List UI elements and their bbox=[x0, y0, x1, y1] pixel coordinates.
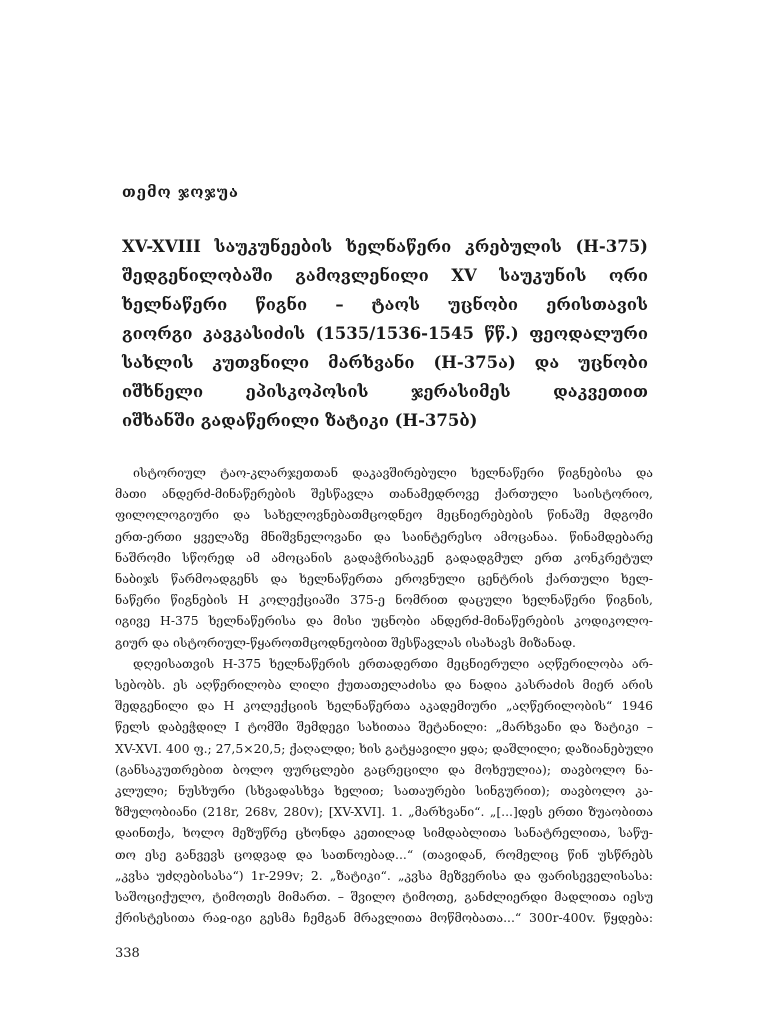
body-line: (განსაკუთრებით ბოლო ფურცლები გაცრეცილი და მოხეულია); თავბოლო ნა- bbox=[115, 761, 653, 777]
title-line: სახლის კუთვნილი მარხვანი (H-375ა) და უცნობი bbox=[122, 353, 648, 372]
body-line: წელს დაბეჭდილ I ტომში შემდეგი სახითაა შეტანილი: „მარხვანი და ზატიკი – bbox=[115, 719, 653, 735]
body-line: გიურ და ისტორიულ-წყაროთმცოდნეობით შესწავლას ისახავს მიზანად. bbox=[115, 634, 576, 650]
title-line: XV-XVIII საუკუნეების ხელნაწერი კრებულის (H-375) bbox=[122, 237, 648, 256]
body-line: იგივე H-375 ხელნაწერისა და მისი უცნობი ანდერძ-მინაწერების კოდიკოლო- bbox=[115, 613, 653, 629]
body-line: ნაშრომი სწორედ ამ ამოცანის გადაჭრისაკენ გადადგმულ ერთ კონკრეტულ bbox=[115, 549, 653, 565]
body-line: ზმულობიანი (218r, 268v, 280v); [XV-XVI]. 1. „მარხვანი“. „[...]დეს ერთი ზუაობითა bbox=[115, 804, 653, 820]
title-line: იშხანში გადაწერილი ზატიკი (H-375ბ) bbox=[122, 411, 478, 430]
body-line: ნაწერი წიგნების H კოლექციაში 375-ე ნომრით დაცული ხელნაწერი წიგნის, bbox=[115, 592, 653, 608]
body-line: სებობს. ეს აღწერილობა ლილი ქუთათელაძისა და ნადია კასრაძის მიერ არის bbox=[115, 677, 653, 693]
body-line: ნაბიჯს წარმოადგენს და ხელნაწერთა ეროვნული ცენტრის ქართული ხელ- bbox=[115, 571, 653, 587]
author-name: თემო ჯოჯუა bbox=[122, 183, 239, 201]
body-line: შედგენილი და H კოლექციის ხელნაწერთა აკადემიური „აღწერილობის“ 1946 bbox=[115, 698, 653, 714]
title-line: შედგენილობაში გამოვლენილი XV საუკუნის ორი bbox=[122, 266, 648, 285]
body-line: დაინთქა, ხოლო მეზუწრე ცხონდა კეთილად სიმდაბლითა სანატრელითა, საწუ- bbox=[115, 825, 653, 841]
body-line: ქრისტესითა რაჲ-იგი გესმა ჩემგან მრავლითა მოწმობათა...“ 300r-400v. წყდება: bbox=[115, 910, 653, 926]
body-line: ისტორიულ ტაო-კლარჯეთთან დაკავშირებული ხელნაწერი წიგნებისა და bbox=[133, 465, 653, 480]
body-line: საშოციქულო, ტიმოთეს მიმართ. – შვილო ტიმოთე, განძლიერდი მადლითა იესუ bbox=[115, 889, 653, 905]
body-line: „კვსა უძღებისასა“) 1r-299v; 2. „ზატიკი“. „კვსა მეზვერისა და ფარისეველისასა: bbox=[115, 867, 653, 883]
title-line: ხელნაწერი წიგნი – ტაოს უცნობი ერისთავის bbox=[122, 295, 648, 314]
body-line: კლული; ნუსხური (სხვადასხვა ხელით; სათაურები სინგურით); თავბოლო კა- bbox=[115, 783, 653, 799]
body-line: ერთ-ერთი ყველაზე მნიშვნელოვანი და საინტერესო ამოცანაა. წინამდებარე bbox=[115, 528, 653, 544]
article-title bbox=[122, 232, 648, 435]
body-line: XV-XVI. 400 ფ.; 27,5×20,5; ქაღალდი; ხის გატყავილი ყდა; დაშლილი; დაზიანებული bbox=[115, 740, 653, 756]
title-line: გიორგი კავკასიძის (1535/1536-1545 წწ.) ფეოდალური bbox=[122, 324, 648, 343]
body-text bbox=[115, 462, 653, 928]
body-line: ფილოლოგიური და სახელოვნებათმცოდნეო მეცნიერებების წინაშე მდგომი bbox=[115, 507, 653, 523]
title-line: იშხნელი ეპისკოპოსის ჯერასიმეს დაკვეთით bbox=[122, 382, 648, 401]
page-number: 338 bbox=[115, 946, 140, 961]
body-line: დღეისათვის H-375 ხელნაწერის ერთადერთი მეცნიერული აღწერილობა არ- bbox=[133, 655, 653, 671]
body-line: მათი ანდერძ-მინაწერების შესწავლა თანამედროვე ქართული საისტორიო, bbox=[115, 486, 653, 502]
body-line: თო ესე განვევს ცოდვად და სათნოებად...“ (თავიდან, რომელიც წინ უსწრებს bbox=[115, 846, 653, 862]
